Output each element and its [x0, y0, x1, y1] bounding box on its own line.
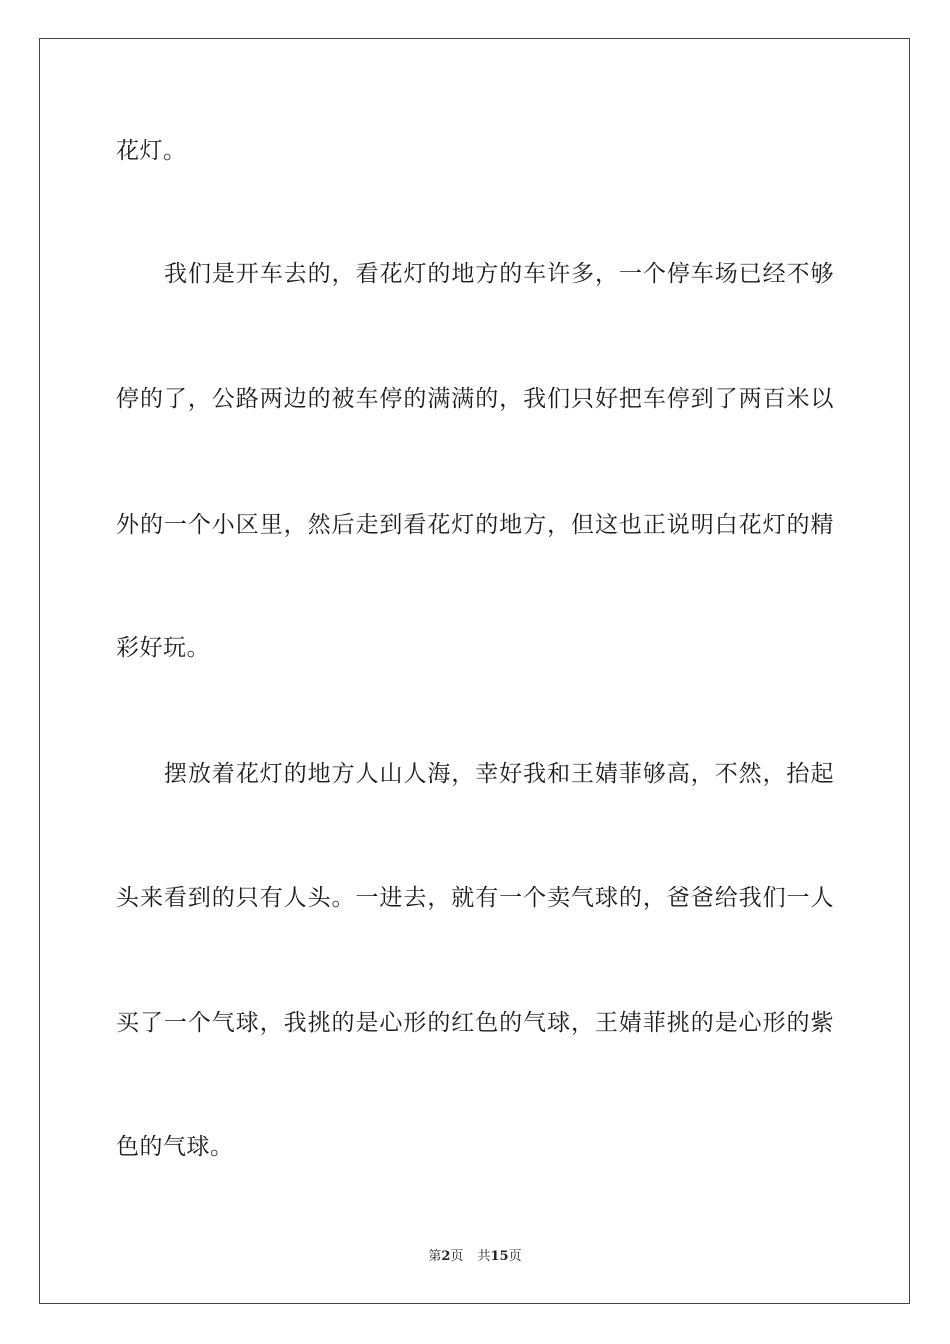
footer-page-suffix: 页 — [450, 1249, 464, 1264]
footer-page-number: 2 — [441, 1249, 451, 1264]
page-border — [39, 38, 910, 1304]
text-line-1: 花灯。 — [116, 138, 187, 164]
footer-total-prefix: 共 — [477, 1249, 491, 1264]
text-line-2: 我们是开车去的，看花灯的地方的车许多，一个停车场已经不够 — [164, 261, 834, 287]
footer-total-suffix: 页 — [508, 1249, 522, 1264]
text-line-6: 摆放着花灯的地方人山人海，幸好我和王婧菲够高，不然，抬起 — [164, 761, 834, 787]
text-line-4: 外的一个小区里，然后走到看花灯的地方，但这也正说明白花灯的精 — [116, 512, 834, 538]
footer-total-pages: 15 — [490, 1249, 509, 1264]
page-footer — [0, 1248, 950, 1266]
text-line-7: 头来看到的只有人头。一进去，就有一个卖气球的，爸爸给我们一人 — [116, 885, 834, 911]
footer-page-prefix: 第 — [428, 1249, 442, 1264]
text-line-8: 买了一个气球，我挑的是心形的红色的气球，王婧菲挑的是心形的紫 — [116, 1010, 834, 1036]
text-line-9: 色的气球。 — [116, 1134, 234, 1160]
text-line-5: 彩好玩。 — [116, 635, 210, 661]
text-line-3: 停的了，公路两边的被车停的满满的，我们只好把车停到了两百米以 — [116, 386, 834, 412]
